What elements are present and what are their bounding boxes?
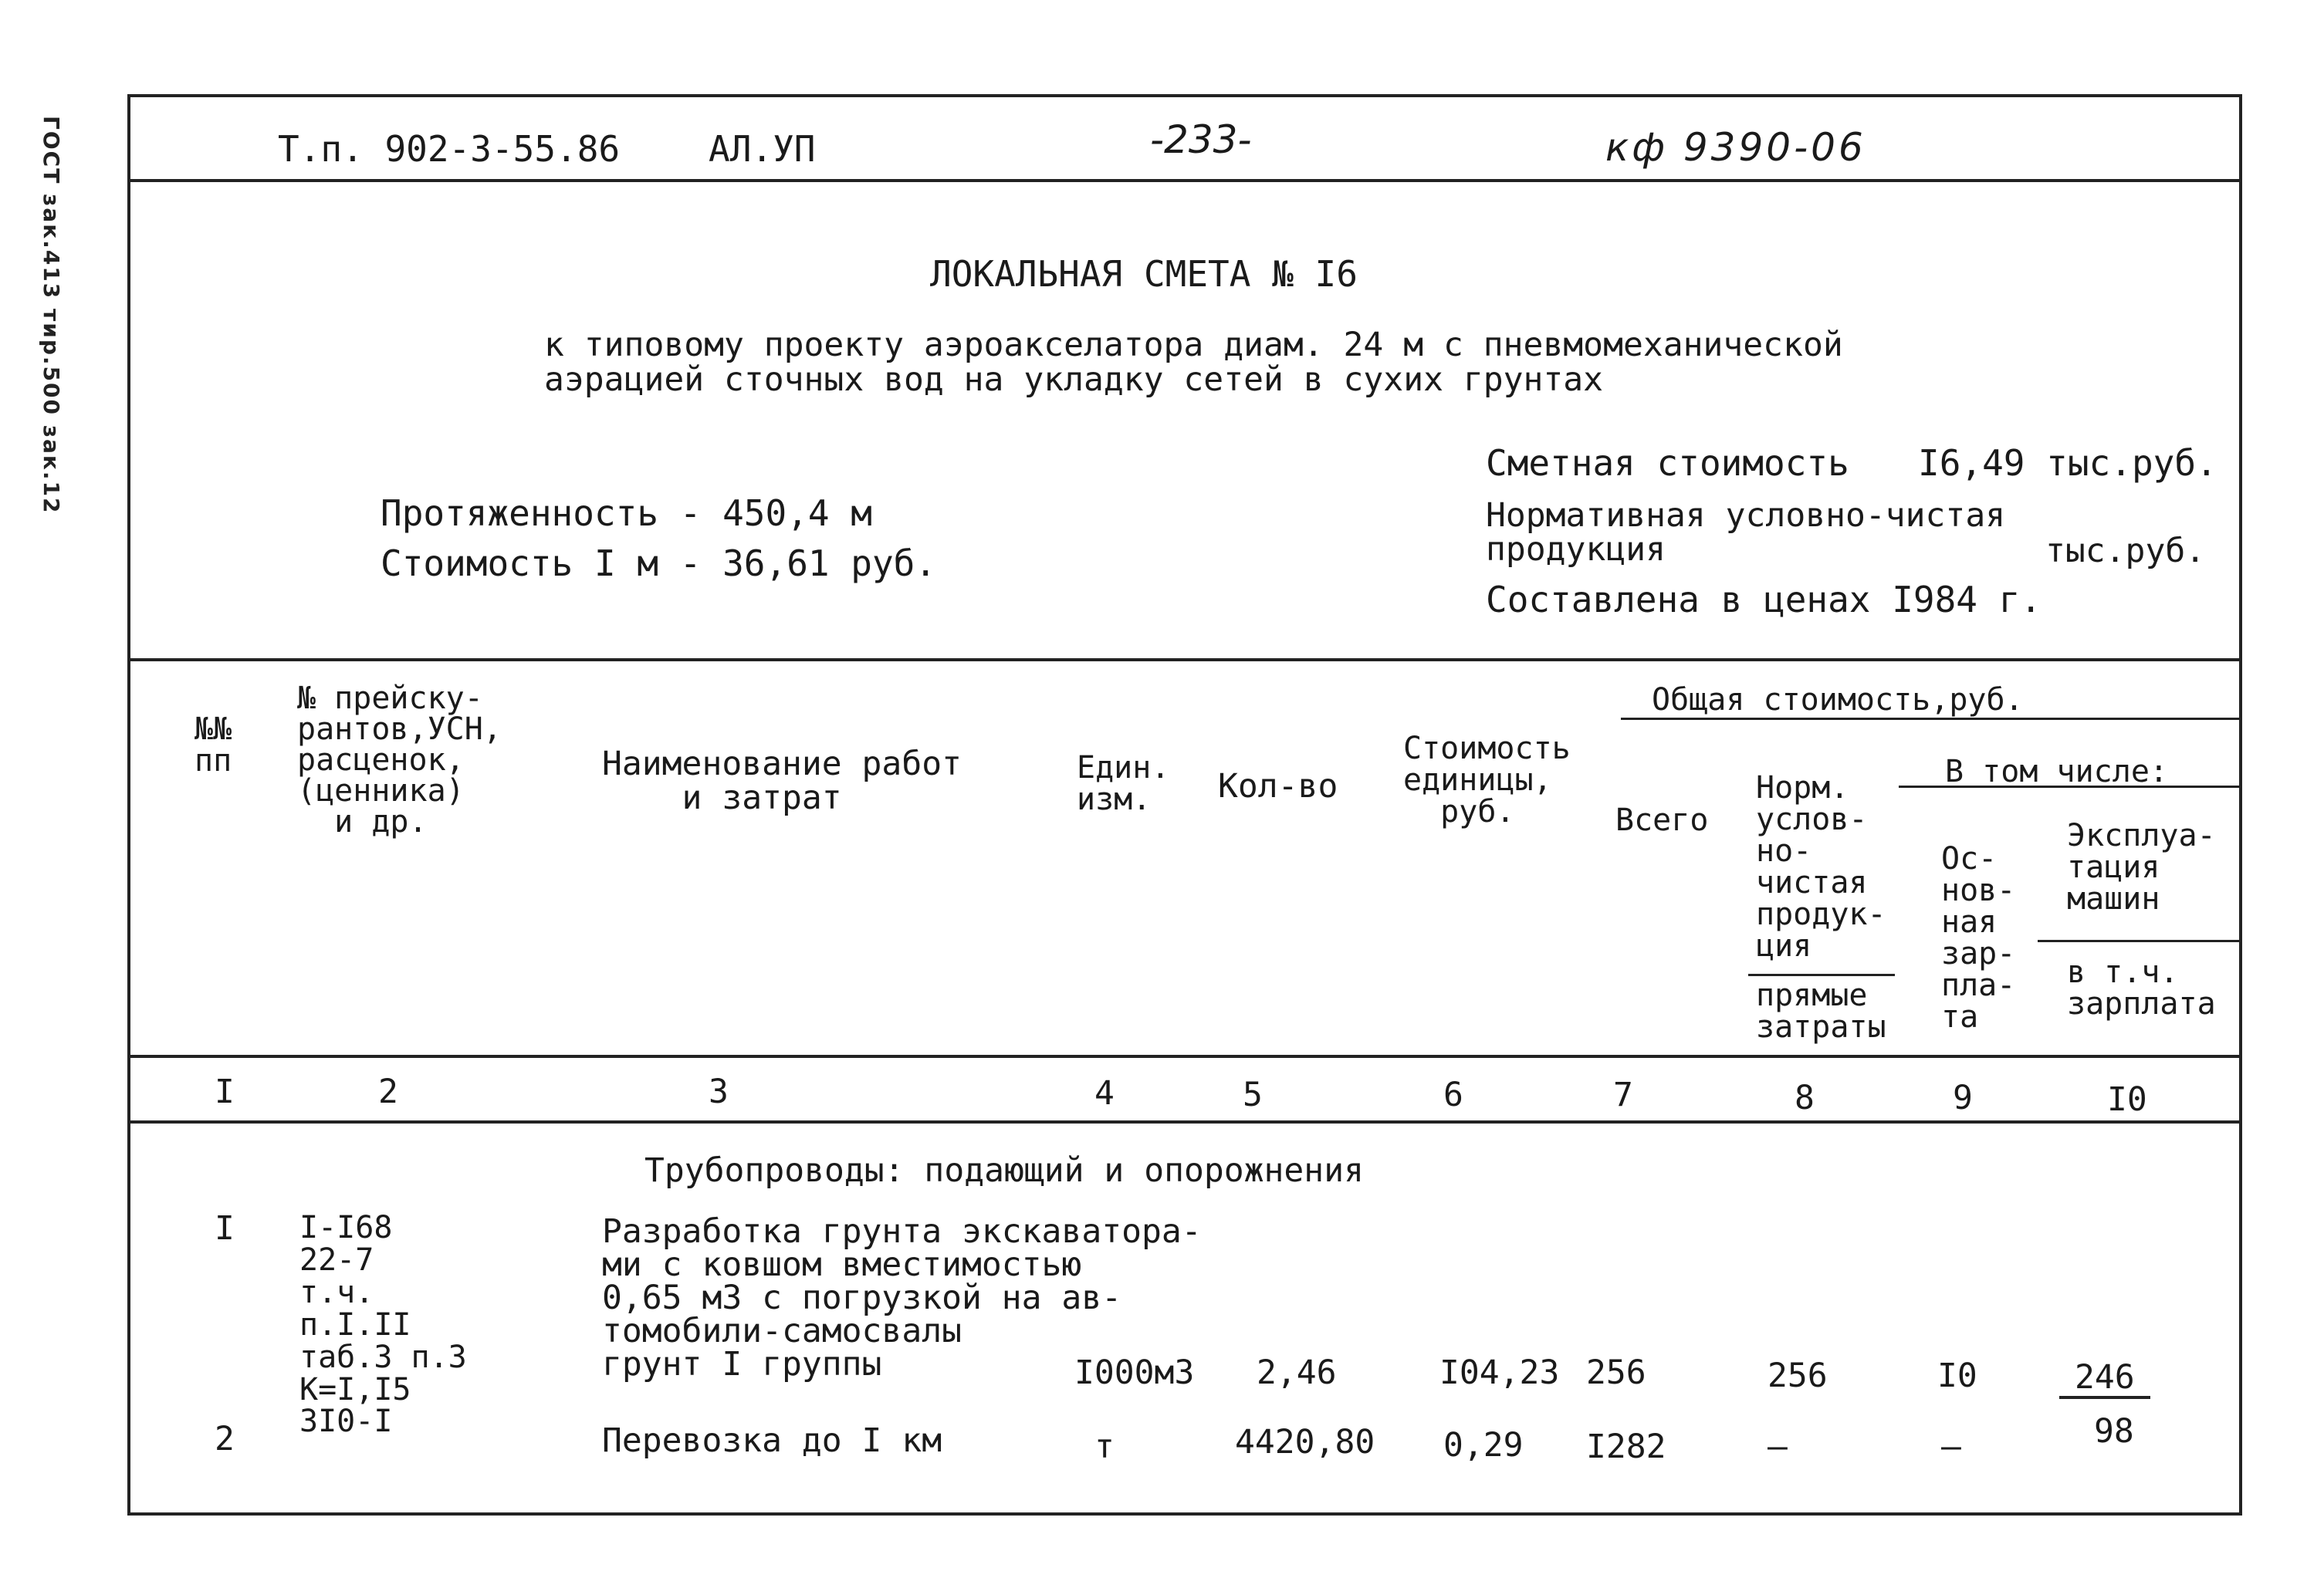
numbers-top-rule: [127, 1055, 2242, 1058]
row-2-code: 3I0-I: [299, 1404, 393, 1439]
subtitle-line-2: аэрацией сточных вод на укладку сетей в сухих грунтах: [544, 360, 1604, 399]
margin-stamp: ГОСТ зак.413 тир.500 зак.12: [39, 116, 64, 515]
numbers-bottom-rule: [127, 1120, 2242, 1124]
col-number-6: 6: [1443, 1076, 1463, 1114]
col-header-machines: Эксплуа- тация машин: [2067, 818, 2216, 917]
length-info: Протяженность - 450,4 м: [381, 492, 872, 534]
row-2-norm: –: [1768, 1428, 1788, 1466]
row-2-machines-salary: 98: [2094, 1412, 2134, 1451]
normative-label-2: продукция: [1486, 530, 1666, 569]
estimate-title: ЛОКАЛЬНАЯ СМЕТА № I6: [930, 253, 1358, 295]
col-number-3: 3: [709, 1073, 729, 1111]
col-header-unit-price: Стоимость единицы, руб.: [1403, 731, 1571, 830]
row-2-qty: 4420,80: [1235, 1423, 1375, 1462]
row-2-unit-price: 0,29: [1443, 1426, 1524, 1465]
col-header-total-group: Общая стоимость,руб.: [1652, 682, 2024, 718]
col-header-norm: Норм. услов- но- чистая продук- ция: [1756, 770, 1886, 964]
normative-unit: тыс.руб.: [2045, 532, 2206, 570]
page-number: -233-: [1150, 117, 1252, 162]
total-group-rule: [1621, 718, 2242, 720]
section-title: Трубопроводы: подающий и опорожнения: [644, 1151, 1364, 1190]
doc-number: Т.п. 902-3-55.86: [278, 128, 621, 170]
col-header-including: В том числе:: [1945, 754, 2168, 789]
col-header-machines-salary: в т.ч. зарплата: [2067, 955, 2216, 1022]
col-header-number: №№ пп: [195, 711, 232, 779]
info-rule: [127, 658, 2242, 661]
col-header-salary: Ос- нов- ная зар- пла- та: [1941, 841, 2016, 1035]
col-number-10: I0: [2107, 1080, 2147, 1119]
row-1-unit-price: I04,23: [1439, 1353, 1560, 1392]
row-2-total: I282: [1586, 1428, 1666, 1466]
row-1-name: Разработка грунта экскаватора- ми с ковшом вместимостью 0,65 м3 с погрузкой на ав- томобили-самосвалы грунт I группы: [602, 1212, 1202, 1384]
row-1-salary: I0: [1937, 1357, 1977, 1395]
project-code: кф 9390-06: [1605, 125, 1866, 170]
col-number-7: 7: [1613, 1076, 1633, 1114]
row-2-number: 2: [215, 1420, 235, 1458]
col-number-8: 8: [1795, 1079, 1815, 1117]
row-2-unit: т: [1094, 1428, 1115, 1466]
estimate-cost-value: I6,49 тыс.руб.: [1918, 442, 2217, 484]
col-header-qty: Кол-во: [1218, 767, 1338, 806]
norm-split-rule: [1748, 974, 1895, 976]
col-header-direct-costs: прямые затраты: [1756, 978, 1886, 1045]
row-1-unit: I000м3: [1074, 1353, 1195, 1392]
col-number-5: 5: [1243, 1076, 1263, 1114]
col-header-code: № прейску- рантов,УСН, расценок, (ценника) и др.: [297, 681, 502, 840]
row-2-salary: –: [1941, 1428, 1961, 1466]
row-1-machines: 246: [2059, 1360, 2150, 1399]
estimate-cost-label: Сметная стоимость: [1486, 442, 1849, 484]
row-1-code: I-I68 22-7 т.ч. п.I.II таб.3 п.3 К=I,I5: [299, 1210, 467, 1407]
col-number-1: I: [215, 1073, 235, 1111]
row-1-total: 256: [1586, 1353, 1646, 1392]
prices-year: Составлена в ценах I984 г.: [1486, 579, 2042, 620]
row-1-qty: 2,46: [1257, 1353, 1337, 1392]
subtitle-line-1: к типовому проекту аэроакселатора диам. 24 м с пневмомеханической: [544, 326, 1843, 364]
normative-label-1: Нормативная условно-чистая: [1486, 496, 2006, 535]
col-header-total: Всего: [1615, 803, 1709, 838]
header-rule: [127, 179, 2242, 182]
col-number-4: 4: [1094, 1074, 1115, 1113]
col-header-unit: Един. изм.: [1077, 750, 1170, 817]
row-1-norm: 256: [1768, 1357, 1828, 1395]
col-header-name: Наименование работ и затрат: [602, 745, 962, 817]
col-number-2: 2: [378, 1073, 398, 1111]
cost-per-meter: Стоимость I м - 36,61 руб.: [381, 542, 937, 584]
row-2-name: Перевозка до I км: [602, 1421, 942, 1460]
album-number: АЛ.УП: [709, 128, 816, 170]
col-number-9: 9: [1953, 1079, 1973, 1117]
row-1-number: I: [215, 1209, 235, 1248]
machines-split-rule: [2038, 940, 2242, 942]
